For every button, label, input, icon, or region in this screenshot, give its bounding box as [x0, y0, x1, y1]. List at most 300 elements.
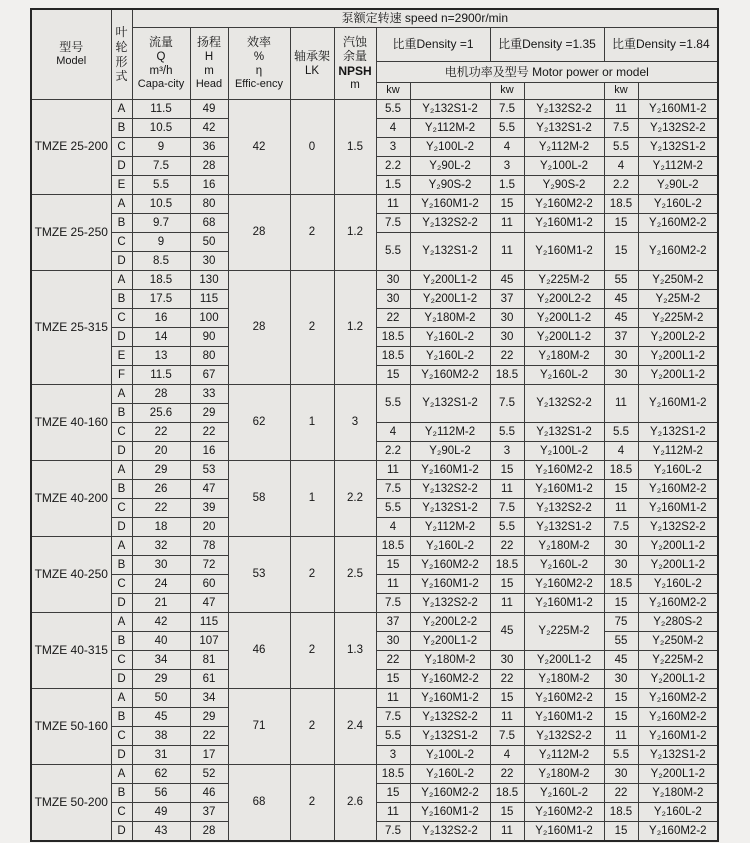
motor-model-cell: Y₂112M-2	[638, 442, 718, 461]
motor-kw-cell: 18.5	[604, 195, 638, 214]
motor-model-cell: Y₂160M2-2	[524, 689, 604, 708]
motor-model-cell: Y₂160M2-2	[410, 556, 490, 575]
motor-model-cell: Y₂160M1-2	[410, 803, 490, 822]
impeller-form-cell: B	[111, 784, 132, 803]
head-cell: 107	[190, 632, 228, 651]
motor-model-cell: Y₂112M-2	[524, 138, 604, 157]
motor-model-cell: Y₂132S2-2	[638, 518, 718, 537]
impeller-form-cell: E	[111, 176, 132, 195]
motor-kw-cell: 15	[376, 784, 410, 803]
efficiency-cell: 71	[228, 689, 290, 765]
motor-kw-cell: 5.5	[376, 100, 410, 119]
motor-model-cell: Y₂100L-2	[524, 157, 604, 176]
motor-model-cell: Y₂100L-2	[524, 442, 604, 461]
motor-kw-cell: 18.5	[376, 347, 410, 366]
npsh-cell: 2.2	[334, 461, 376, 537]
kw-header-3: kw	[604, 83, 638, 100]
impeller-form-cell: C	[111, 575, 132, 594]
motor-kw-cell: 4	[376, 518, 410, 537]
motor-kw-cell: 2.2	[376, 442, 410, 461]
motor-model-cell: Y₂112M-2	[410, 518, 490, 537]
bearing-cell: 2	[290, 613, 334, 689]
bearing-cell: 2	[290, 195, 334, 271]
density-header-1-35: 比重Density =1.35	[490, 28, 604, 62]
motor-kw-cell: 22	[490, 537, 524, 556]
impeller-form-cell: C	[111, 233, 132, 252]
impeller-form-cell: B	[111, 708, 132, 727]
motor-kw-cell: 30	[490, 309, 524, 328]
motor-model-cell: Y₂160M1-2	[524, 708, 604, 727]
head-cell: 20	[190, 518, 228, 537]
motor-kw-cell: 7.5	[604, 518, 638, 537]
motor-kw-cell: 18.5	[604, 461, 638, 480]
motor-model-cell: Y₂250M-2	[638, 271, 718, 290]
motor-model-cell: Y₂160M2-2	[638, 822, 718, 842]
head-cell: 37	[190, 803, 228, 822]
head-cell: 36	[190, 138, 228, 157]
table-row	[31, 537, 718, 556]
motor-kw-cell: 30	[376, 632, 410, 651]
motor-kw-cell: 15	[604, 480, 638, 499]
motor-model-cell: Y₂132S1-2	[410, 499, 490, 518]
flow-cell: 42	[132, 613, 190, 632]
impeller-form-cell: A	[111, 195, 132, 214]
motor-model-cell: Y₂132S2-2	[524, 385, 604, 423]
motor-kw-cell: 11	[490, 708, 524, 727]
motor-kw-cell: 30	[604, 366, 638, 385]
impeller-form-cell: B	[111, 119, 132, 138]
impeller-form-cell: D	[111, 746, 132, 765]
flow-cell: 49	[132, 803, 190, 822]
impeller-form-cell: C	[111, 727, 132, 746]
motor-model-cell: Y₂112M-2	[638, 157, 718, 176]
head-cell: 29	[190, 708, 228, 727]
head-cell: 115	[190, 613, 228, 632]
motor-model-cell: Y₂160M2-2	[524, 803, 604, 822]
motor-kw-cell: 30	[490, 328, 524, 347]
motor-model-cell: Y₂132S1-2	[410, 385, 490, 423]
motor-power-header: 电机功率及型号 Motor power or model	[376, 62, 718, 83]
motor-kw-cell: 5.5	[490, 518, 524, 537]
motor-kw-cell: 45	[604, 309, 638, 328]
impeller-form-cell: D	[111, 328, 132, 347]
motor-kw-cell: 7.5	[490, 100, 524, 119]
motor-kw-cell: 11	[604, 727, 638, 746]
motor-model-cell: Y₂160M1-2	[524, 594, 604, 613]
impeller-form-cell: B	[111, 556, 132, 575]
impeller-form-cell: B	[111, 632, 132, 651]
kw-header-2: kw	[490, 83, 524, 100]
bearing-cell: 2	[290, 537, 334, 613]
motor-model-cell: Y₂250M-2	[638, 632, 718, 651]
head-cell: 52	[190, 765, 228, 784]
motor-kw-cell: 1.5	[490, 176, 524, 195]
motor-model-cell: Y₂160L-2	[410, 537, 490, 556]
motor-kw-cell: 5.5	[376, 233, 410, 271]
motor-model-cell: Y₂160M2-2	[524, 195, 604, 214]
bearing-cell: 1	[290, 461, 334, 537]
motor-model-header-blank-1	[410, 83, 490, 100]
impeller-form-cell: B	[111, 480, 132, 499]
motor-model-cell: Y₂160M1-2	[638, 727, 718, 746]
table-row	[31, 765, 718, 784]
motor-model-cell: Y₂100L-2	[410, 138, 490, 157]
model-header-en: Model	[56, 55, 87, 68]
efficiency-cell: 28	[228, 195, 290, 271]
motor-model-cell: Y₂180M-2	[524, 347, 604, 366]
head-cell: 49	[190, 100, 228, 119]
impeller-form-cell: A	[111, 461, 132, 480]
motor-model-cell: Y₂160M1-2	[524, 233, 604, 271]
head-cell: 80	[190, 195, 228, 214]
motor-model-cell: Y₂132S1-2	[638, 138, 718, 157]
motor-kw-cell: 18.5	[376, 328, 410, 347]
motor-kw-cell: 5.5	[376, 499, 410, 518]
impeller-form-cell: C	[111, 499, 132, 518]
motor-kw-cell: 11	[376, 689, 410, 708]
motor-kw-cell: 5.5	[604, 746, 638, 765]
head-cell: 68	[190, 214, 228, 233]
motor-kw-cell: 15	[604, 708, 638, 727]
head-cell: 67	[190, 366, 228, 385]
motor-kw-cell: 18.5	[604, 803, 638, 822]
motor-model-cell: Y₂180M-2	[410, 309, 490, 328]
motor-model-cell: Y₂160M2-2	[410, 366, 490, 385]
npsh-cell: 1.3	[334, 613, 376, 689]
impeller-form-cell: D	[111, 157, 132, 176]
flow-cell: 11.5	[132, 100, 190, 119]
npsh-cell: 2.6	[334, 765, 376, 842]
flow-cell: 16	[132, 309, 190, 328]
model-cell: TMZE 40-200	[31, 461, 111, 537]
motor-kw-cell: 3	[376, 138, 410, 157]
impeller-form-cell: D	[111, 442, 132, 461]
impeller-form-cell: B	[111, 404, 132, 423]
motor-model-cell: Y₂160M1-2	[410, 461, 490, 480]
motor-model-cell: Y₂160M1-2	[410, 575, 490, 594]
head-cell: 47	[190, 594, 228, 613]
motor-kw-cell: 2.2	[376, 157, 410, 176]
motor-model-cell: Y₂90S-2	[410, 176, 490, 195]
motor-kw-cell: 11	[376, 195, 410, 214]
motor-kw-cell: 30	[376, 271, 410, 290]
bearing-cell: 1	[290, 385, 334, 461]
motor-model-cell: Y₂180M-2	[524, 537, 604, 556]
motor-kw-cell: 75	[604, 613, 638, 632]
model-header-zh: 型号	[59, 40, 84, 55]
motor-kw-cell: 18.5	[490, 784, 524, 803]
motor-model-cell: Y₂160M2-2	[524, 461, 604, 480]
motor-model-cell: Y₂225M-2	[524, 271, 604, 290]
flow-cell: 50	[132, 689, 190, 708]
motor-kw-cell: 4	[490, 138, 524, 157]
motor-kw-cell: 11	[604, 499, 638, 518]
motor-kw-cell: 55	[604, 271, 638, 290]
flow-cell: 31	[132, 746, 190, 765]
motor-model-cell: Y₂180M-2	[524, 765, 604, 784]
motor-model-cell: Y₂200L1-2	[524, 309, 604, 328]
motor-model-cell: Y₂100L-2	[410, 746, 490, 765]
flow-cell: 21	[132, 594, 190, 613]
motor-kw-cell: 15	[490, 689, 524, 708]
flow-cell: 17.5	[132, 290, 190, 309]
table-row	[31, 613, 718, 632]
motor-kw-cell: 30	[490, 651, 524, 670]
motor-model-cell: Y₂112M-2	[410, 423, 490, 442]
motor-model-cell: Y₂160L-2	[638, 461, 718, 480]
flow-cell: 14	[132, 328, 190, 347]
motor-model-cell: Y₂160M2-2	[410, 670, 490, 689]
flow-cell: 38	[132, 727, 190, 746]
flow-cell: 20	[132, 442, 190, 461]
motor-kw-cell: 22	[376, 309, 410, 328]
motor-model-cell: Y₂200L1-2	[638, 537, 718, 556]
motor-kw-cell: 18.5	[376, 537, 410, 556]
table-body	[31, 100, 718, 842]
motor-kw-cell: 15	[376, 556, 410, 575]
motor-model-cell: Y₂180M-2	[638, 784, 718, 803]
motor-model-cell: Y₂132S2-2	[524, 100, 604, 119]
motor-model-cell: Y₂132S2-2	[524, 727, 604, 746]
head-cell: 130	[190, 271, 228, 290]
column-header-impeller-form: 叶 轮 形 式	[111, 9, 132, 100]
flow-cell: 24	[132, 575, 190, 594]
flow-cell: 29	[132, 670, 190, 689]
motor-model-cell: Y₂90L-2	[638, 176, 718, 195]
motor-model-cell: Y₂132S1-2	[524, 119, 604, 138]
motor-model-cell: Y₂90L-2	[410, 442, 490, 461]
motor-kw-cell: 3	[490, 442, 524, 461]
head-cell: 28	[190, 157, 228, 176]
head-cell: 29	[190, 404, 228, 423]
flow-cell: 45	[132, 708, 190, 727]
motor-kw-cell: 5.5	[490, 119, 524, 138]
model-cell: TMZE 50-200	[31, 765, 111, 842]
motor-model-cell: Y₂225M-2	[638, 651, 718, 670]
impeller-form-cell: F	[111, 366, 132, 385]
motor-kw-cell: 5.5	[604, 138, 638, 157]
flow-cell: 18	[132, 518, 190, 537]
efficiency-cell: 28	[228, 271, 290, 385]
motor-kw-cell: 5.5	[604, 423, 638, 442]
motor-model-cell: Y₂132S2-2	[410, 594, 490, 613]
motor-kw-cell: 5.5	[376, 727, 410, 746]
motor-model-cell: Y₂132S1-2	[524, 423, 604, 442]
motor-model-cell: Y₂160M1-2	[524, 822, 604, 842]
impeller-form-cell: B	[111, 290, 132, 309]
motor-kw-cell: 22	[376, 651, 410, 670]
motor-kw-cell: 4	[490, 746, 524, 765]
npsh-cell: 1.2	[334, 195, 376, 271]
model-cell: TMZE 25-250	[31, 195, 111, 271]
motor-model-cell: Y₂200L1-2	[638, 765, 718, 784]
motor-model-cell: Y₂160M2-2	[638, 233, 718, 271]
motor-model-header-blank-3	[638, 83, 718, 100]
motor-kw-cell: 5.5	[490, 423, 524, 442]
motor-model-cell: Y₂200L1-2	[638, 556, 718, 575]
motor-model-cell: Y₂160L-2	[638, 575, 718, 594]
impeller-form-cell: C	[111, 651, 132, 670]
motor-kw-cell: 18.5	[604, 575, 638, 594]
motor-kw-cell: 18.5	[376, 765, 410, 784]
motor-model-cell: Y₂132S2-2	[410, 480, 490, 499]
model-cell: TMZE 25-200	[31, 100, 111, 195]
head-cell: 50	[190, 233, 228, 252]
head-cell: 33	[190, 385, 228, 404]
efficiency-cell: 42	[228, 100, 290, 195]
impeller-form-cell: E	[111, 347, 132, 366]
motor-kw-cell: 11	[490, 480, 524, 499]
motor-model-cell: Y₂112M-2	[410, 119, 490, 138]
flow-cell: 7.5	[132, 157, 190, 176]
head-cell: 61	[190, 670, 228, 689]
table-row	[31, 385, 718, 404]
column-header-efficiency: 效率 % η Effic-ency	[228, 28, 290, 100]
efficiency-cell: 58	[228, 461, 290, 537]
motor-kw-cell: 45	[490, 271, 524, 290]
motor-model-cell: Y₂160L-2	[638, 803, 718, 822]
head-cell: 34	[190, 689, 228, 708]
column-header-flow: 流量 Q m³/h Capa-city	[132, 28, 190, 100]
motor-model-cell: Y₂160M2-2	[638, 214, 718, 233]
flow-cell: 10.5	[132, 195, 190, 214]
motor-model-cell: Y₂25M-2	[638, 290, 718, 309]
motor-model-cell: Y₂112M-2	[524, 746, 604, 765]
npsh-cell: 1.5	[334, 100, 376, 195]
head-cell: 16	[190, 176, 228, 195]
impeller-form-cell: C	[111, 138, 132, 157]
motor-kw-cell: 15	[490, 461, 524, 480]
motor-model-cell: Y₂160L-2	[410, 328, 490, 347]
impeller-form-cell: A	[111, 689, 132, 708]
motor-kw-cell: 11	[490, 214, 524, 233]
head-cell: 16	[190, 442, 228, 461]
motor-model-cell: Y₂200L2-2	[638, 328, 718, 347]
motor-model-cell: Y₂160L-2	[410, 347, 490, 366]
motor-model-cell: Y₂132S2-2	[410, 822, 490, 842]
table-row	[31, 271, 718, 290]
motor-kw-cell: 7.5	[376, 708, 410, 727]
motor-model-cell: Y₂200L1-2	[410, 290, 490, 309]
motor-kw-cell: 15	[490, 575, 524, 594]
motor-model-cell: Y₂160M2-2	[410, 784, 490, 803]
density-header-1: 比重Density =1	[376, 28, 490, 62]
motor-kw-cell: 4	[604, 442, 638, 461]
motor-kw-cell: 37	[490, 290, 524, 309]
motor-kw-cell: 37	[376, 613, 410, 632]
impeller-form-cell: A	[111, 385, 132, 404]
motor-kw-cell: 15	[604, 594, 638, 613]
head-cell: 115	[190, 290, 228, 309]
flow-cell: 62	[132, 765, 190, 784]
motor-model-cell: Y₂160M1-2	[638, 385, 718, 423]
table-row	[31, 689, 718, 708]
model-cell: TMZE 25-315	[31, 271, 111, 385]
flow-cell: 34	[132, 651, 190, 670]
motor-kw-cell: 11	[376, 461, 410, 480]
model-cell: TMZE 40-250	[31, 537, 111, 613]
impeller-form-cell: A	[111, 765, 132, 784]
motor-kw-cell: 22	[490, 347, 524, 366]
motor-model-cell: Y₂180M-2	[524, 670, 604, 689]
motor-kw-cell: 15	[604, 233, 638, 271]
column-header-model	[31, 9, 111, 100]
motor-model-cell: Y₂160L-2	[410, 765, 490, 784]
head-cell: 42	[190, 119, 228, 138]
motor-model-cell: Y₂160L-2	[524, 784, 604, 803]
motor-kw-cell: 3	[376, 746, 410, 765]
bearing-cell: 0	[290, 100, 334, 195]
head-cell: 78	[190, 537, 228, 556]
head-cell: 30	[190, 252, 228, 271]
motor-kw-cell: 7.5	[376, 594, 410, 613]
motor-kw-cell: 7.5	[604, 119, 638, 138]
motor-model-cell: Y₂160M2-2	[638, 594, 718, 613]
impeller-form-cell: C	[111, 309, 132, 328]
flow-cell: 28	[132, 385, 190, 404]
column-header-head: 扬程 H m Head	[190, 28, 228, 100]
head-cell: 90	[190, 328, 228, 347]
motor-model-cell: Y₂180M-2	[410, 651, 490, 670]
npsh-cell: 3	[334, 385, 376, 461]
impeller-form-cell: D	[111, 252, 132, 271]
impeller-form-cell: D	[111, 518, 132, 537]
flow-cell: 9	[132, 233, 190, 252]
impeller-form-cell: D	[111, 822, 132, 842]
motor-model-cell: Y₂90S-2	[524, 176, 604, 195]
motor-model-cell: Y₂160M2-2	[638, 689, 718, 708]
motor-model-cell: Y₂160M1-2	[524, 214, 604, 233]
impeller-form-cell: D	[111, 594, 132, 613]
motor-model-cell: Y₂200L1-2	[638, 366, 718, 385]
motor-kw-cell: 30	[604, 670, 638, 689]
motor-kw-cell: 15	[490, 803, 524, 822]
bearing-cell: 2	[290, 689, 334, 765]
flow-cell: 56	[132, 784, 190, 803]
motor-model-cell: Y₂132S1-2	[638, 423, 718, 442]
motor-model-cell: Y₂225M-2	[524, 613, 604, 651]
flow-cell: 9	[132, 138, 190, 157]
flow-cell: 26	[132, 480, 190, 499]
motor-model-cell: Y₂200L2-2	[410, 613, 490, 632]
efficiency-cell: 62	[228, 385, 290, 461]
motor-kw-cell: 2.2	[604, 176, 638, 195]
column-header-npsh: 汽蚀 余量 NPSH m	[334, 28, 376, 100]
model-cell: TMZE 40-315	[31, 613, 111, 689]
motor-kw-cell: 45	[490, 613, 524, 651]
flow-cell: 22	[132, 499, 190, 518]
head-cell: 81	[190, 651, 228, 670]
flow-cell: 10.5	[132, 119, 190, 138]
impeller-form-cell: C	[111, 423, 132, 442]
motor-kw-cell: 30	[604, 765, 638, 784]
motor-kw-cell: 7.5	[376, 214, 410, 233]
motor-kw-cell: 7.5	[490, 727, 524, 746]
model-cell: TMZE 40-160	[31, 385, 111, 461]
motor-model-cell: Y₂160M2-2	[524, 575, 604, 594]
motor-model-header-blank-2	[524, 83, 604, 100]
density-header-1-84: 比重Density =1.84	[604, 28, 718, 62]
head-cell: 17	[190, 746, 228, 765]
motor-kw-cell: 11	[376, 803, 410, 822]
impeller-form-cell: A	[111, 537, 132, 556]
flow-cell: 30	[132, 556, 190, 575]
motor-kw-cell: 45	[604, 290, 638, 309]
flow-cell: 22	[132, 423, 190, 442]
motor-kw-cell: 11	[490, 233, 524, 271]
efficiency-cell: 46	[228, 613, 290, 689]
motor-model-cell: Y₂132S2-2	[410, 214, 490, 233]
